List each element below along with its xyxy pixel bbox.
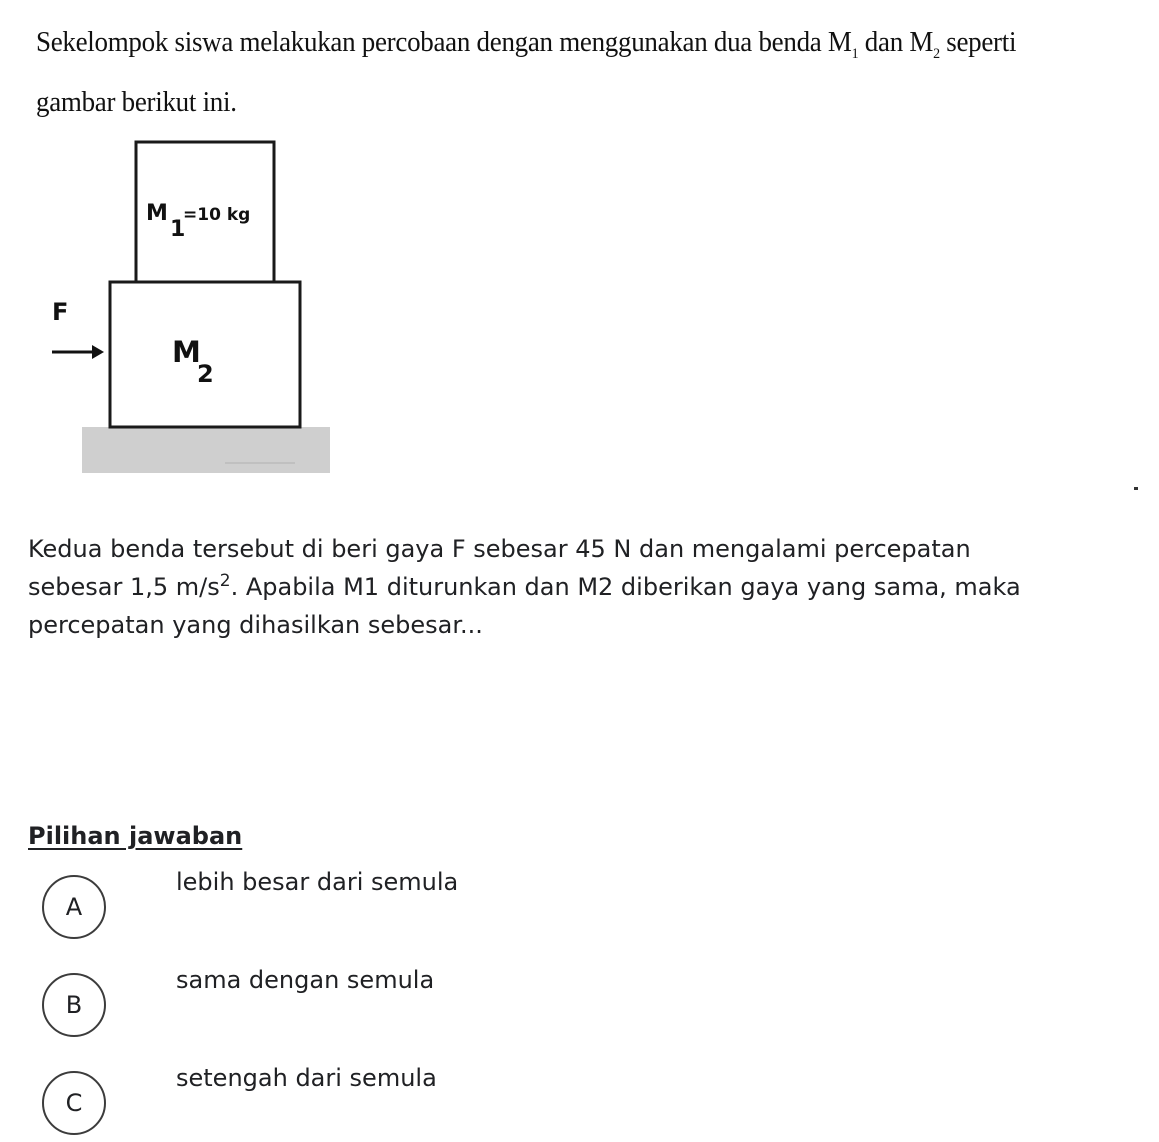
block-m1-subscript: 1 — [170, 217, 186, 242]
question-line-3: percepatan yang dihasilkan sebesar... — [28, 611, 483, 639]
answer-option-b[interactable] — [42, 966, 742, 1043]
stray-mark — [1134, 487, 1138, 490]
answer-option-c[interactable] — [42, 1064, 742, 1141]
force-arrow-head — [92, 345, 104, 359]
question-line-2: sebesar 1,5 $m/s^2$. Apabila M1 diturunkan dan M2 diberikan gaya yang sama, maka — [28, 571, 1021, 601]
option-letter-c[interactable]: C — [42, 1071, 106, 1135]
option-letter-b[interactable]: B — [42, 973, 106, 1037]
option-text-b[interactable]: sama dengan semula — [176, 966, 435, 994]
option-text-c[interactable]: setengah dari semula — [176, 1064, 437, 1092]
block-m1-label: M — [146, 201, 168, 226]
block-m2-subscript: 2 — [197, 360, 214, 388]
block-m2-label: M — [172, 335, 201, 369]
two-block-diagram — [0, 130, 360, 480]
intro-line-2: gambar berikut ini. — [36, 85, 237, 118]
force-label: F — [52, 298, 69, 326]
option-letter-a[interactable]: A — [42, 875, 106, 939]
question-line-1: Kedua benda tersebut di beri gaya F sebesar 45 N dan mengalami percepatan — [28, 535, 971, 563]
answer-option-a[interactable] — [42, 868, 742, 945]
answers-heading: Pilihan jawaban — [28, 822, 243, 850]
intro-line-1: Sekelompok siswa melakukan percobaan dengan menggunakan dua benda $M_1$ dan $M_2$ seperti — [36, 26, 1017, 62]
floor-surface — [82, 427, 330, 473]
block-m1-mass: =10 kg — [183, 205, 251, 225]
option-text-a[interactable]: lebih besar dari semula — [176, 868, 459, 896]
question-text — [28, 530, 1138, 644]
question-intro-text — [36, 18, 1068, 126]
block-m2 — [110, 282, 300, 427]
question-image — [0, 0, 1159, 500]
